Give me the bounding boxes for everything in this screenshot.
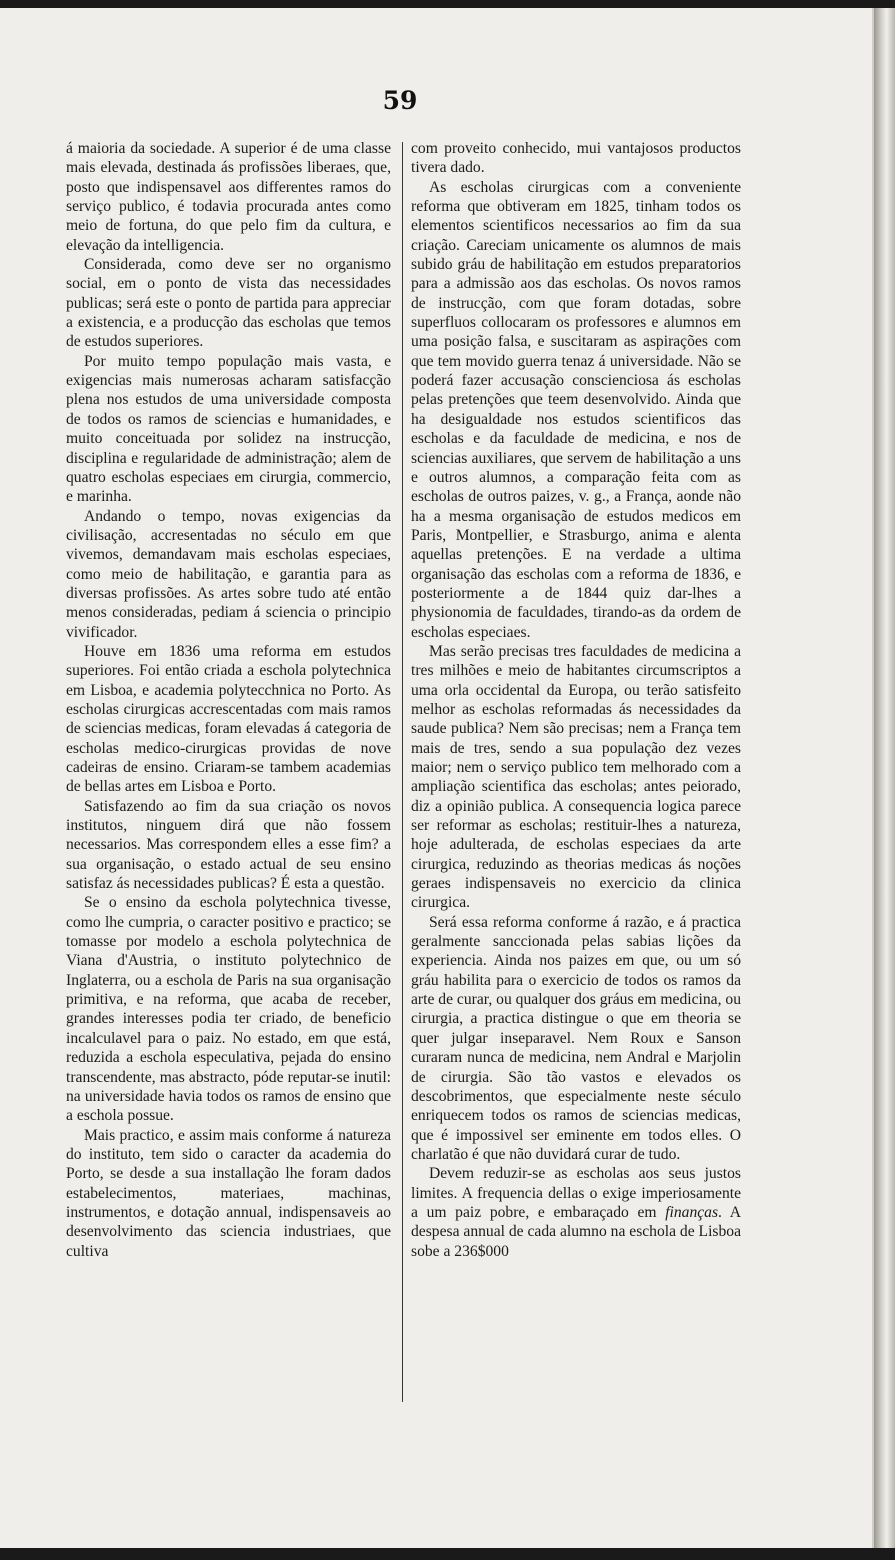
left-text-column <box>66 139 391 1261</box>
italic-word: finanças <box>665 1203 719 1221</box>
paragraph: Mas serão precisas tres faculdades de medicina a tres milhões e meio de habitantes circumscriptos a uma orla occidental da Europa, ou terão satisfeito melhor as escholas reformadas ás necessidades da saude publica? Nem são precisas; nem a França tem mais de tres, sendo a sua população dez vezes maior; nem o serviço publico tem melhorado com a ampliação scientifica das escholas; antes peiorado, diz a opinião publica. A consequencia logica parece ser reformar as escholas; restituir-lhes a natureza, hoje adulterada, de escholas especiaes da arte cirurgica, reduzindo as theorias medicas ás noções geraes indispensaveis no exercicio da clinica cirurgica. <box>411 642 741 912</box>
paragraph <box>411 1164 741 1261</box>
paragraph: Será essa reforma conforme á razão, e á practica geralmente sanccionada pelas sabias lições da experiencia. Ainda nos paizes em que, ou um só gráu habilita para o exercicio de todos os ramos da arte de curar, ou qualquer dos gráus em medicina, ou cirurgia, a practica distingue o que em theoria se quer julgar inseparavel. Nem Roux e Sanson curaram nunca de medicina, nem Andral e Marjolin de cirurgia. São tão vastos e elevados os descobrimentos, que especialmente neste século enriquecem todos os ramos de sciencias medicas, que é impossivel ser eminente em todos elles. O charlatão é que não duvidará curar de tudo. <box>411 913 741 1163</box>
paragraph: com proveito conhecido, mui vantajosos productos tivera dado. <box>411 140 741 177</box>
paragraph: Houve em 1836 uma reforma em estudos superiores. Foi então criada a eschola polytechnica em Lisboa, e academia polytecchnica no Porto. As escholas cirurgicas accrescentadas com mais ramos de sciencias medicas, foram elevadas á categoria de escholas medico-cirurgicas providas de nove cadeiras de ensino. Criaram-se tambem academias de bellas artes em Lisboa e Porto. <box>66 642 391 796</box>
book-spine-edge <box>874 8 895 1548</box>
paragraph: Por muito tempo população mais vasta, e exigencias mais numerosas acharam satisfacção plena nos estudos de uma universidade composta de todos os ramos de sciencias e humanidades, e muito conceituada por solidez na instrucção, disciplina e regularidade de administração; alem de quatro escholas especiaes em cirurgia, commercio, e marinha. <box>66 352 391 506</box>
paragraph: Andando o tempo, novas exigencias da civilisação, accresentadas no século em que vivemos, demandavam mais escholas especiaes, como meio de habilitação, e garantia para as diversas profissões. As artes sobre tudo até então menos consideradas, pediam á sciencia o principio vivificador. <box>66 507 391 641</box>
page-number: 59 <box>382 86 418 115</box>
paragraph: Mais practico, e assim mais conforme á natureza do instituto, tem sido o caracter da academia do Porto, se desde a sua installação lhe foram dados estabelecimentos, materiaes, machinas, instrumentos, e dotação annual, indispensaveis ao desenvolvimento das sciencia industriaes, que cultiva <box>66 1126 391 1260</box>
paragraph: Considerada, como deve ser no organismo social, em o ponto de vista das necessidades publicas; será este o ponto de partida para appreciar a existencia, e a producção das escholas que temos de estudos superiores. <box>66 256 391 351</box>
paragraph: Se o ensino da eschola polytechnica tivesse, como lhe cumpria, o caracter positivo e practico; se tomasse por modelo a eschola polytechnica de Viana d'Austria, o instituto polytechnico de Inglaterra, ou a eschola de Paris na sua organisação primitiva, e na reforma, que acaba de receber, grandes interesses podia ter criado, de beneficio incalculavel para o paiz. No estado, em que está, reduzida a eschola especulativa, pejada do ensino transcendente, mas abstracto, póde reputar-se inutil: na universidade havia todos os ramos de ensino que a eschola possue. <box>66 894 391 1125</box>
text-run: Devem reduzir-se as escholas aos seus justos limites. A frequencia dellas o exige imperiosamente a um paiz pobre, e embaraçado em <box>411 1165 741 1221</box>
text-run: . A despesa annual de cada alumno na eschola de Lisboa sobe a 236$000 <box>411 1203 741 1260</box>
book-page <box>0 8 874 1548</box>
paragraph: á maioria da sociedade. A superior é de uma classe mais elevada, destinada ás profissões liberaes, que, posto que indispensavel aos differentes ramos do serviço publico, é todavia procurada antes como meio de fortuna, do que pelo fim da cultura, e elevação da intelligencia. <box>66 140 391 254</box>
right-text-column <box>411 139 741 1261</box>
column-divider <box>402 142 403 1402</box>
paragraph: As escholas cirurgicas com a conveniente reforma que obtiveram em 1825, tinham todos os elementos scientificos necessarios ao fim da sua criação. Careciam unicamente os alumnos de mais subido gráu de habilitação em estudos preparatorios para a admissão aos das escholas. Os novos ramos de instrucção, com que foram dotadas, sobre superfluos collocaram os professores e alumnos em uma posição falsa, e suscitaram as aspirações com que tem movido guerra tenaz á universidade. Não se poderá fazer accusação conscienciosa ás escholas pelas pretenções que teem desenvolvido. Ainda que ha desigualdade nos estudos scientificos das escholas e da faculdade de medicina, e nos de sciencias auxiliares, que servem de habilitação a uns e outros alumnos, a comparação feita com as escholas de outros paizes, v. g., a França, aonde não ha a mesma organisação de estudos medicos em Paris, Montpellier, e Strasburgo, anima e alenta aquellas pretenções. E na verdade a ultima organisação das escholas com a reforma de 1836, e posteriormente a de 1844 quiz dar-lhes a physionomia de faculdades, tirando-as da ordem de escholas especiaes. <box>411 178 741 641</box>
paragraph: Satisfazendo ao fim da sua criação os novos institutos, ninguem dirá que não fossem necessarios. Mas correspondem elles a esse fim? a sua organisação, o estado actual de seu ensino satisfaz ás necessidades publicas? É esta a questão. <box>66 797 391 893</box>
